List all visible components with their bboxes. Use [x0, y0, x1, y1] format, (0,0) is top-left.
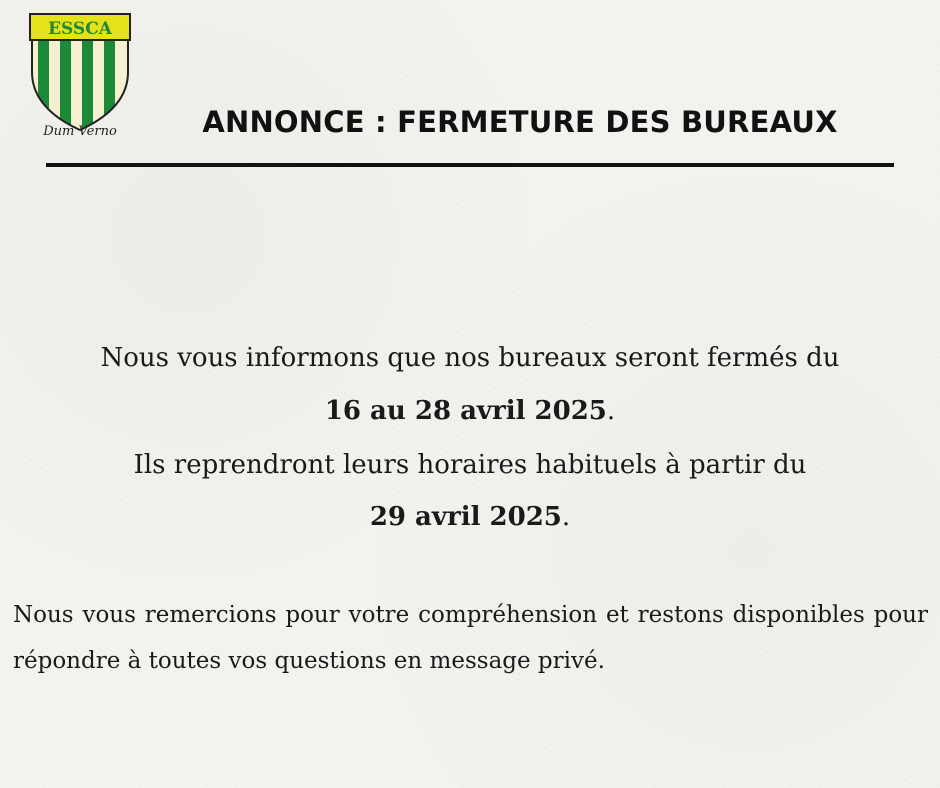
notice-closed-dates: 16 au 28 avril 2025.: [324, 396, 616, 426]
page-title: ANNONCE : FERMETURE DES BUREAUX: [202, 105, 838, 139]
crest-name: ESSCA: [48, 19, 112, 39]
closing-paragraph: Nous vous remercions pour votre compréhension et restons disponibles pour répondre à toutes vos questions en message privé.: [13, 602, 928, 674]
notice-reopen-date: 29 avril 2025.: [369, 502, 571, 532]
crest-motto: Dum Verno: [43, 124, 117, 139]
notice-line-2: Ils reprendront leurs horaires habituels à partir du: [133, 450, 807, 480]
title-divider: [46, 163, 894, 167]
notice-line-1: Nous vous informons que nos bureaux seront fermés du: [100, 343, 840, 373]
